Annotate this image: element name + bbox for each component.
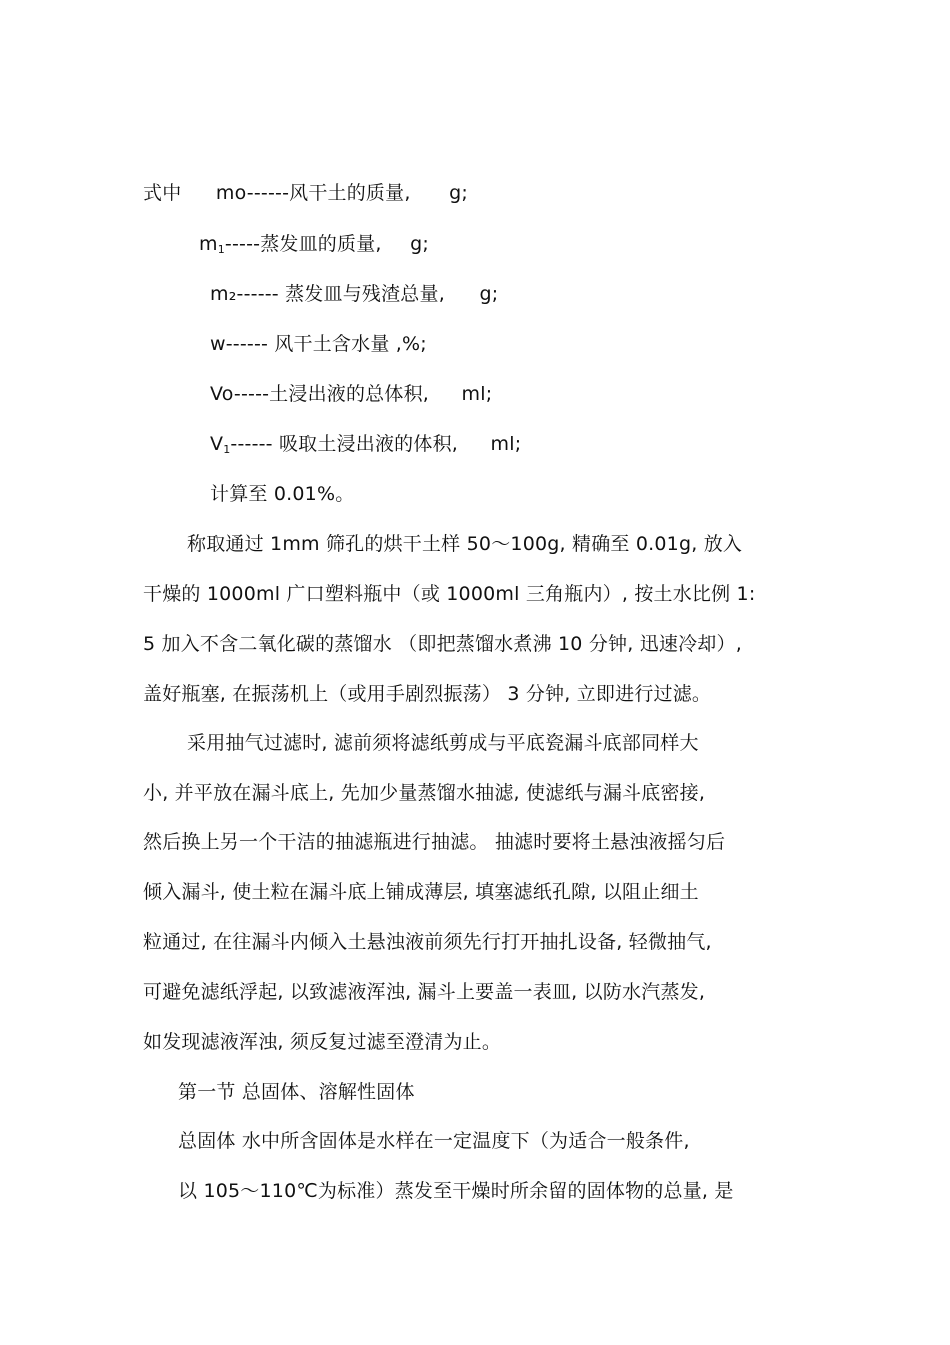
paragraph-line: 盖好瓶塞, 在振荡机上（或用手剧烈振荡） 3 分钟, 立即进行过滤。: [143, 683, 712, 705]
v0-text: Vo-----土浸出液的总体积,: [210, 383, 430, 405]
v1-text: ------ 吸取土浸出液的体积,: [230, 433, 459, 455]
m1-subscript: 1: [217, 243, 225, 256]
paragraph-line: 以 105～110℃为标准）蒸发至干燥时所余留的固体物的总量, 是: [178, 1180, 734, 1202]
paragraph-line: 如发现滤液浑浊, 须反复过滤至澄清为止。: [143, 1031, 502, 1053]
m1-symbol: m: [199, 233, 218, 255]
paragraph-line: 然后换上另一个干洁的抽滤瓶进行抽滤。 抽滤时要将土悬浊液摇匀后: [143, 831, 726, 853]
v0-unit: ml;: [461, 383, 493, 405]
definition-v1: [210, 432, 521, 456]
w-text: w------ 风干土含水量 ,%;: [210, 333, 427, 355]
paragraph-line: 采用抽气过滤时, 滤前须将滤纸剪成与平底瓷漏斗底部同样大: [187, 732, 699, 754]
definition-v0: [210, 382, 492, 406]
m0-unit: g;: [449, 182, 468, 204]
paragraph-line: 称取通过 1mm 筛孔的烘干土样 50～100g, 精确至 0.01g, 放入: [187, 533, 743, 555]
v1-subscript: 1: [223, 443, 231, 456]
calc-text: 计算至 0.01%。: [210, 483, 355, 505]
section-heading: 第一节 总固体、溶解性固体: [178, 1081, 415, 1103]
m1-text: -----蒸发皿的质量,: [224, 233, 382, 255]
definition-m2: [210, 282, 498, 306]
paragraph-line: 小, 并平放在漏斗底上, 先加少量蒸馏水抽滤, 使滤纸与漏斗底密接,: [143, 782, 706, 804]
definition-m0: [143, 181, 468, 205]
definition-m1: [199, 232, 429, 256]
calc-precision: [210, 482, 354, 506]
paragraph-line: 粒通过, 在往漏斗内倾入土悬浊液前须先行打开抽扎设备, 轻微抽气,: [143, 931, 712, 953]
paragraph-line: 倾入漏斗, 使土粒在漏斗底上铺成薄层, 填塞滤纸孔隙, 以阻止细土: [143, 881, 699, 903]
definition-w: [210, 332, 427, 356]
m1-unit: g;: [410, 233, 430, 255]
paragraph-line: 总固体 水中所含固体是水样在一定温度下（为适合一般条件,: [178, 1130, 690, 1152]
m0-text: mo------风干土的质量,: [215, 182, 411, 204]
v1-unit: ml;: [490, 433, 522, 455]
m2-unit: g;: [479, 283, 499, 305]
paragraph-line: 干燥的 1000ml 广口塑料瓶中（或 1000ml 三角瓶内）, 按土水比例 1:: [143, 583, 756, 605]
paragraph-line: 可避免滤纸浮起, 以致滤液浑浊, 漏斗上要盖一表皿, 以防水汽蒸发,: [143, 981, 706, 1003]
m2-text: m₂------ 蒸发皿与残渣总量,: [210, 283, 445, 305]
v1-symbol: V: [210, 433, 224, 455]
paragraph-line: 5 加入不含二氧化碳的蒸馏水 （即把蒸馏水煮沸 10 分钟, 迅速冷却）,: [143, 633, 742, 655]
prefix-label: 式中: [143, 182, 182, 204]
